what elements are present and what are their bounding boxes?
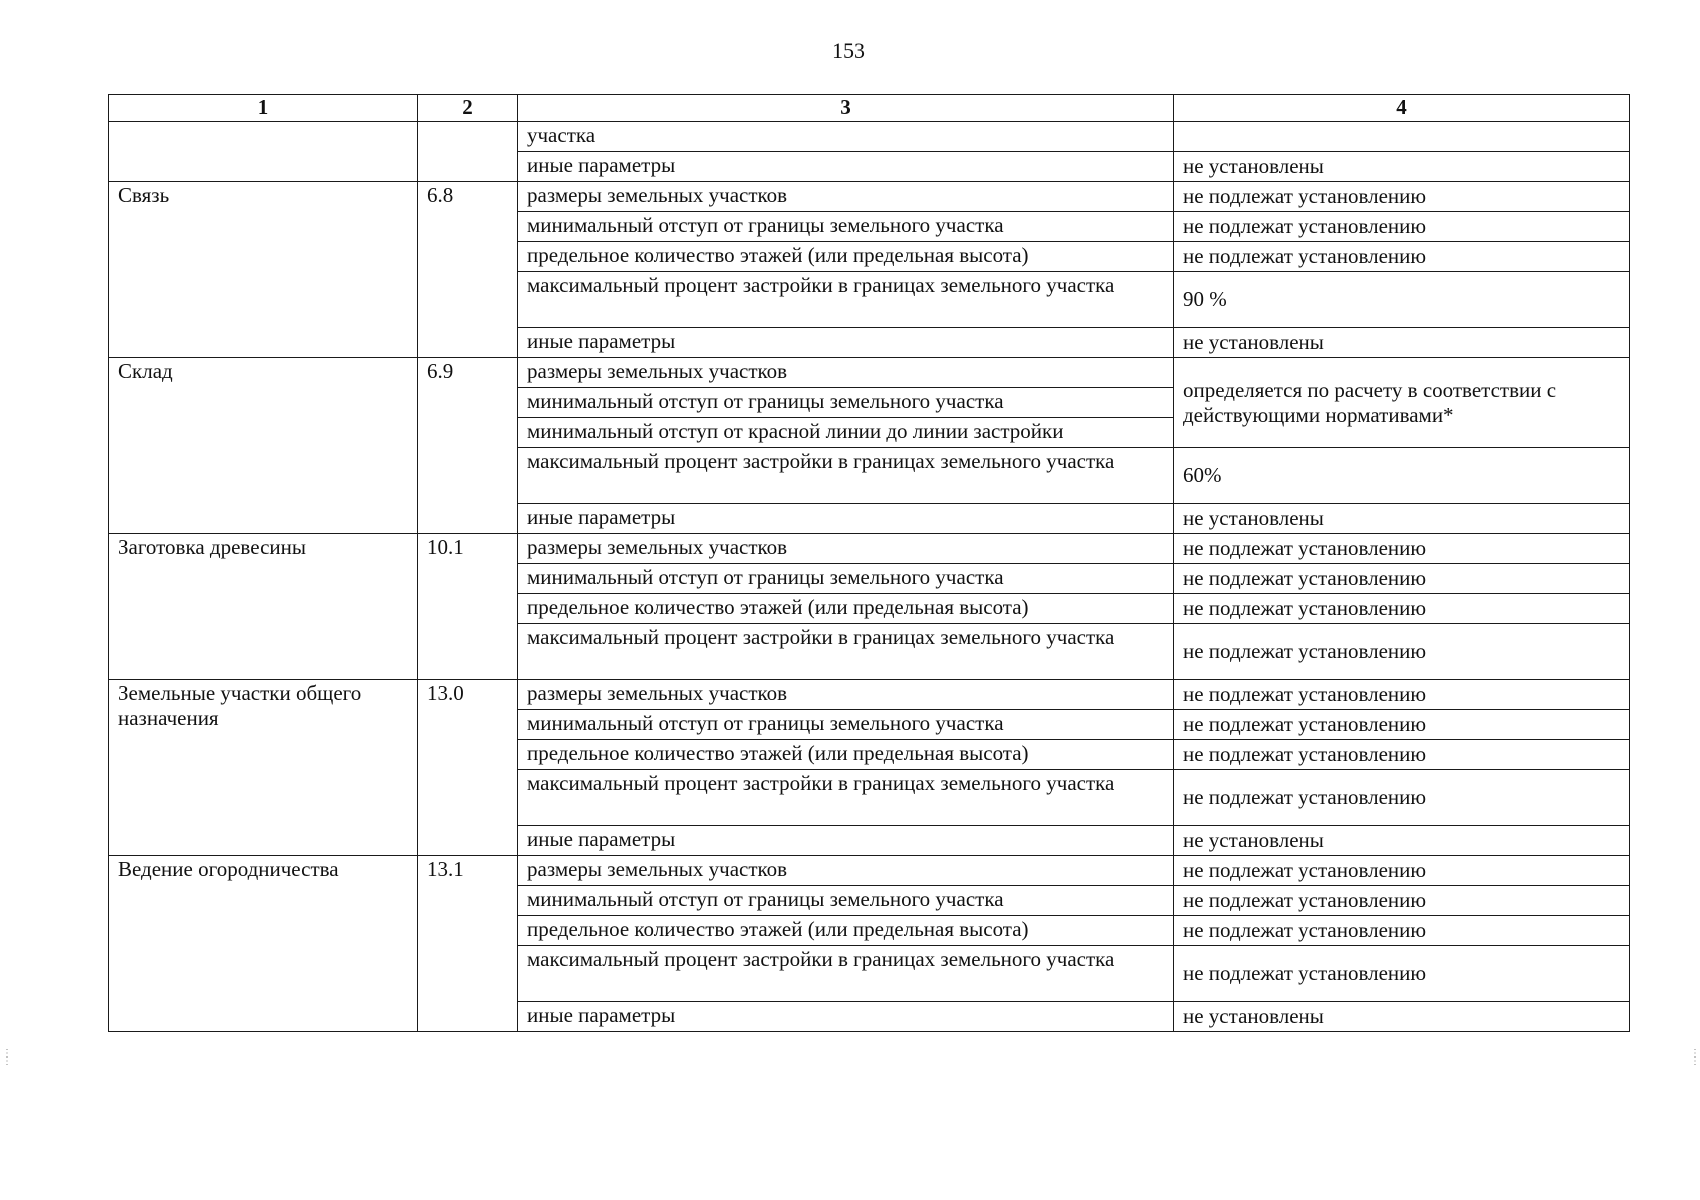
parameter-value: не установлены: [1174, 504, 1630, 534]
parameter-value: не установлены: [1174, 328, 1630, 358]
parameter-name: иные параметры: [518, 328, 1174, 358]
parameter-name: иные параметры: [518, 152, 1174, 182]
parameter-name: размеры земельных участков: [518, 680, 1174, 710]
parameter-value: [1174, 122, 1630, 152]
scan-mark-right: ⋮ ⋮: [1690, 1048, 1700, 1067]
land-use-code: 6.8: [418, 182, 518, 358]
parameter-name: минимальный отступ от границы земельного участка: [518, 212, 1174, 242]
parameter-name: иные параметры: [518, 826, 1174, 856]
parameter-name: минимальный отступ от границы земельного участка: [518, 710, 1174, 740]
header-col-1: 1: [109, 95, 418, 122]
parameter-value: не установлены: [1174, 152, 1630, 182]
parameter-name: максимальный процент застройки в границах земельного участка: [518, 624, 1174, 680]
table-row: [109, 182, 1630, 212]
parameter-name: предельное количество этажей (или предельная высота): [518, 242, 1174, 272]
parameter-name: минимальный отступ от границы земельного участка: [518, 388, 1174, 418]
table-header-row: [109, 95, 1630, 122]
header-col-3: 3: [518, 95, 1174, 122]
parameter-name: предельное количество этажей (или предельная высота): [518, 740, 1174, 770]
table-row: [109, 534, 1630, 564]
land-use-code: 13.0: [418, 680, 518, 856]
table-row: [109, 856, 1630, 886]
parameter-name: размеры земельных участков: [518, 358, 1174, 388]
parameter-value: не подлежат установлению: [1174, 946, 1630, 1002]
parameter-name: максимальный процент застройки в границах земельного участка: [518, 946, 1174, 1002]
parameter-name: максимальный процент застройки в границах земельного участка: [518, 770, 1174, 826]
parameter-name: предельное количество этажей (или предельная высота): [518, 916, 1174, 946]
parameter-name: предельное количество этажей (или предельная высота): [518, 594, 1174, 624]
parameter-value: не подлежат установлению: [1174, 624, 1630, 680]
page-number: 153: [832, 38, 865, 63]
parameter-value: не установлены: [1174, 1002, 1630, 1032]
header-col-2: 2: [418, 95, 518, 122]
land-use-name: Связь: [109, 182, 418, 358]
parameter-name: иные параметры: [518, 504, 1174, 534]
parameter-name: максимальный процент застройки в границах земельного участка: [518, 272, 1174, 328]
parameter-value: не подлежат установлению: [1174, 242, 1630, 272]
land-use-code: 10.1: [418, 534, 518, 680]
parameter-value: не подлежат установлению: [1174, 212, 1630, 242]
header-col-4: 4: [1174, 95, 1630, 122]
table-row: [109, 358, 1630, 388]
parameter-value: 60%: [1174, 448, 1630, 504]
land-use-code: [418, 122, 518, 182]
parameter-name: размеры земельных участков: [518, 856, 1174, 886]
parameters-table: [108, 94, 1630, 1032]
parameter-value: не подлежат установлению: [1174, 564, 1630, 594]
parameter-name: минимальный отступ от границы земельного участка: [518, 886, 1174, 916]
land-use-name: [109, 122, 418, 182]
parameter-value: не подлежат установлению: [1174, 680, 1630, 710]
land-use-name: Склад: [109, 358, 418, 534]
land-use-code: 13.1: [418, 856, 518, 1032]
parameter-value: не подлежат установлению: [1174, 770, 1630, 826]
land-use-name: Земельные участки общего назначения: [109, 680, 418, 856]
table-row: [109, 122, 1630, 152]
parameter-name: размеры земельных участков: [518, 534, 1174, 564]
parameter-name: иные параметры: [518, 1002, 1174, 1032]
parameter-value: не подлежат установлению: [1174, 182, 1630, 212]
parameter-value: не подлежат установлению: [1174, 856, 1630, 886]
land-use-name: Заготовка древесины: [109, 534, 418, 680]
parameter-name: размеры земельных участков: [518, 182, 1174, 212]
parameter-name: максимальный процент застройки в границах земельного участка: [518, 448, 1174, 504]
parameter-name: минимальный отступ от красной линии до линии застройки: [518, 418, 1174, 448]
parameter-value: не подлежат установлению: [1174, 740, 1630, 770]
table-row: [109, 680, 1630, 710]
parameter-value: не подлежат установлению: [1174, 710, 1630, 740]
parameter-value: не подлежат установлению: [1174, 916, 1630, 946]
land-use-code: 6.9: [418, 358, 518, 534]
parameter-value: не подлежат установлению: [1174, 886, 1630, 916]
land-use-name: Ведение огородничества: [109, 856, 418, 1032]
parameter-name: минимальный отступ от границы земельного участка: [518, 564, 1174, 594]
scan-mark-left: ⋮ ⋮: [2, 1048, 12, 1067]
parameter-value: не подлежат установлению: [1174, 594, 1630, 624]
parameter-value: не установлены: [1174, 826, 1630, 856]
parameter-value: не подлежат установлению: [1174, 534, 1630, 564]
parameter-value: определяется по расчету в соответствии с действующими нормативами*: [1174, 358, 1630, 448]
parameter-name: участка: [518, 122, 1174, 152]
parameter-value: 90 %: [1174, 272, 1630, 328]
